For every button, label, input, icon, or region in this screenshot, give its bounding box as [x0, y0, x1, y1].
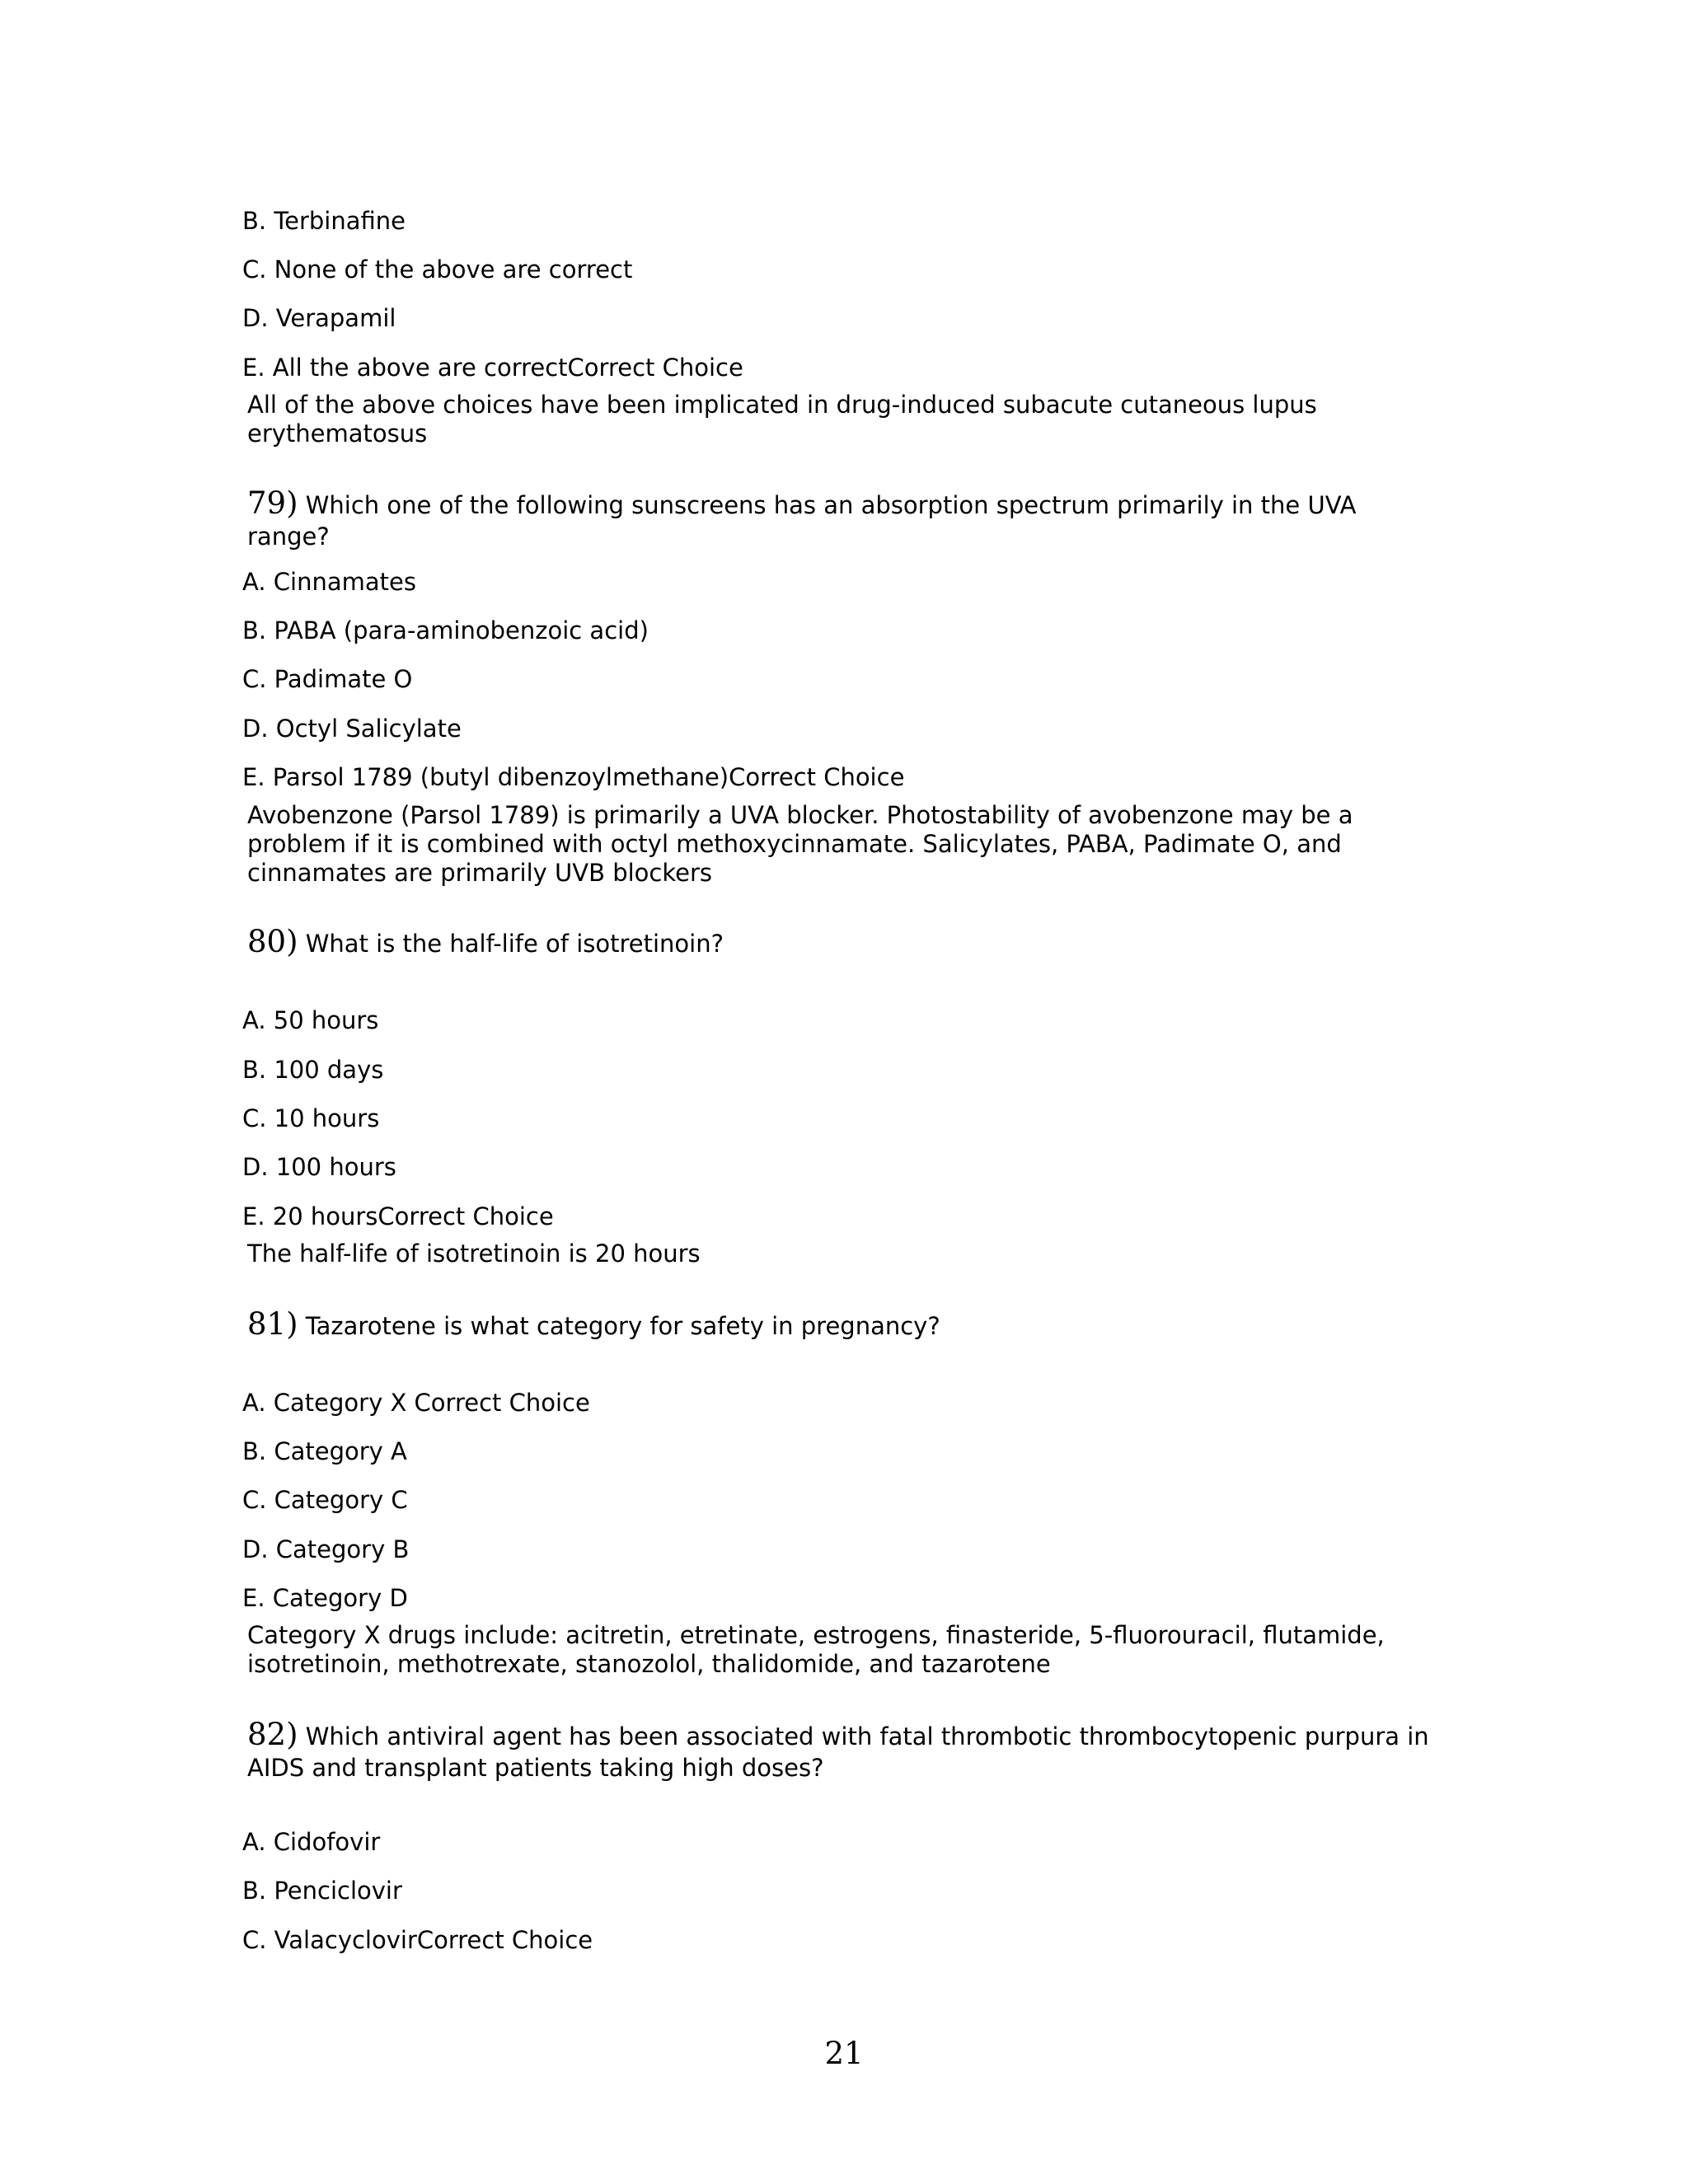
- q81-explanation: [247, 1621, 1459, 1679]
- q81-number: 81): [247, 1306, 298, 1342]
- q80-text: What is the half-life of isotretinoin?: [305, 930, 724, 958]
- q81-option-d: D. Category B: [242, 1535, 410, 1563]
- q80-option-b: B. 100 days: [242, 1056, 384, 1084]
- q80-question: [247, 926, 1442, 959]
- q82-question-line: [247, 1719, 1442, 1752]
- q81-option-a: A. Category X Correct Choice: [242, 1389, 590, 1417]
- q79-explanation: [247, 801, 1459, 888]
- q80-option-a: A. 50 hours: [242, 1006, 379, 1034]
- q79-option-d: D. Octyl Salicylate: [242, 715, 462, 743]
- page-number: 21: [824, 2036, 864, 2071]
- q79-option-c: C. Padimate O: [242, 665, 413, 693]
- q82-option-c: C. ValacyclovirCorrect Choice: [242, 1926, 593, 1954]
- q79-option-a: A. Cinnamates: [242, 568, 416, 596]
- q81-text: Tazarotene is what category for safety in pregnancy?: [305, 1312, 940, 1340]
- q82-text-line: Which antiviral agent has been associated with fatal thrombotic thrombocytopenic purpura in: [305, 1722, 1429, 1750]
- q79-option-b: B. PABA (para-aminobenzoic acid): [242, 616, 649, 644]
- q78-explanation-line: All of the above choices have been implicated in drug-induced subacute cutaneous lupus: [247, 391, 1317, 419]
- q82-question: [247, 1719, 1442, 1783]
- q78-explanation-line: erythematosus: [247, 419, 428, 448]
- q79-option-e: E. Parsol 1789 (butyl dibenzoylmethane)Correct Choice: [242, 763, 905, 791]
- q79-text: Which one of the following sunscreens has an absorption spectrum primarily in the UVA range?: [247, 491, 1357, 551]
- q79-question: [247, 485, 1442, 552]
- q79-explanation-line: cinnamates are primarily UVB blockers: [247, 859, 712, 887]
- q82-text-line: AIDS and transplant patients taking high doses?: [247, 1754, 824, 1782]
- q79-number: 79): [247, 485, 298, 521]
- q81-question: [247, 1306, 1442, 1342]
- q80-number: 80): [247, 924, 298, 959]
- q79-explanation-line: problem if it is combined with octyl methoxycinnamate. Salicylates, PABA, Padimate O, and: [247, 830, 1342, 858]
- q82-number: 82): [247, 1717, 298, 1752]
- q78-option-c: C. None of the above are correct: [242, 255, 633, 284]
- q80-option-c: C. 10 hours: [242, 1104, 380, 1132]
- q81-explanation-line: Category X drugs include: acitretin, etretinate, estrogens, finasteride, 5-fluorouracil, flutamide,: [247, 1621, 1385, 1649]
- q81-option-c: C. Category C: [242, 1486, 408, 1514]
- q80-option-d: D. 100 hours: [242, 1153, 396, 1181]
- q80-option-e: E. 20 hoursCorrect Choice: [242, 1202, 554, 1230]
- q82-option-b: B. Penciclovir: [242, 1877, 402, 1905]
- q79-explanation-line: Avobenzone (Parsol 1789) is primarily a UVA blocker. Photostability of avobenzone may be a: [247, 801, 1353, 829]
- q81-option-b: B. Category A: [242, 1437, 407, 1465]
- q81-explanation-line: isotretinoin, methotrexate, stanozolol, thalidomide, and tazarotene: [247, 1650, 1051, 1678]
- q78-option-e: E. All the above are correctCorrect Choice: [242, 354, 743, 382]
- q78-explanation: [247, 391, 1459, 448]
- q78-option-b: B. Terbinafine: [242, 207, 406, 235]
- q78-option-d: D. Verapamil: [242, 304, 396, 332]
- q80-explanation-line: The half-life of isotretinoin is 20 hours: [247, 1240, 701, 1268]
- q80-explanation: [247, 1240, 1459, 1268]
- q81-option-e: E. Category D: [242, 1584, 408, 1612]
- q82-option-a: A. Cidofovir: [242, 1828, 381, 1856]
